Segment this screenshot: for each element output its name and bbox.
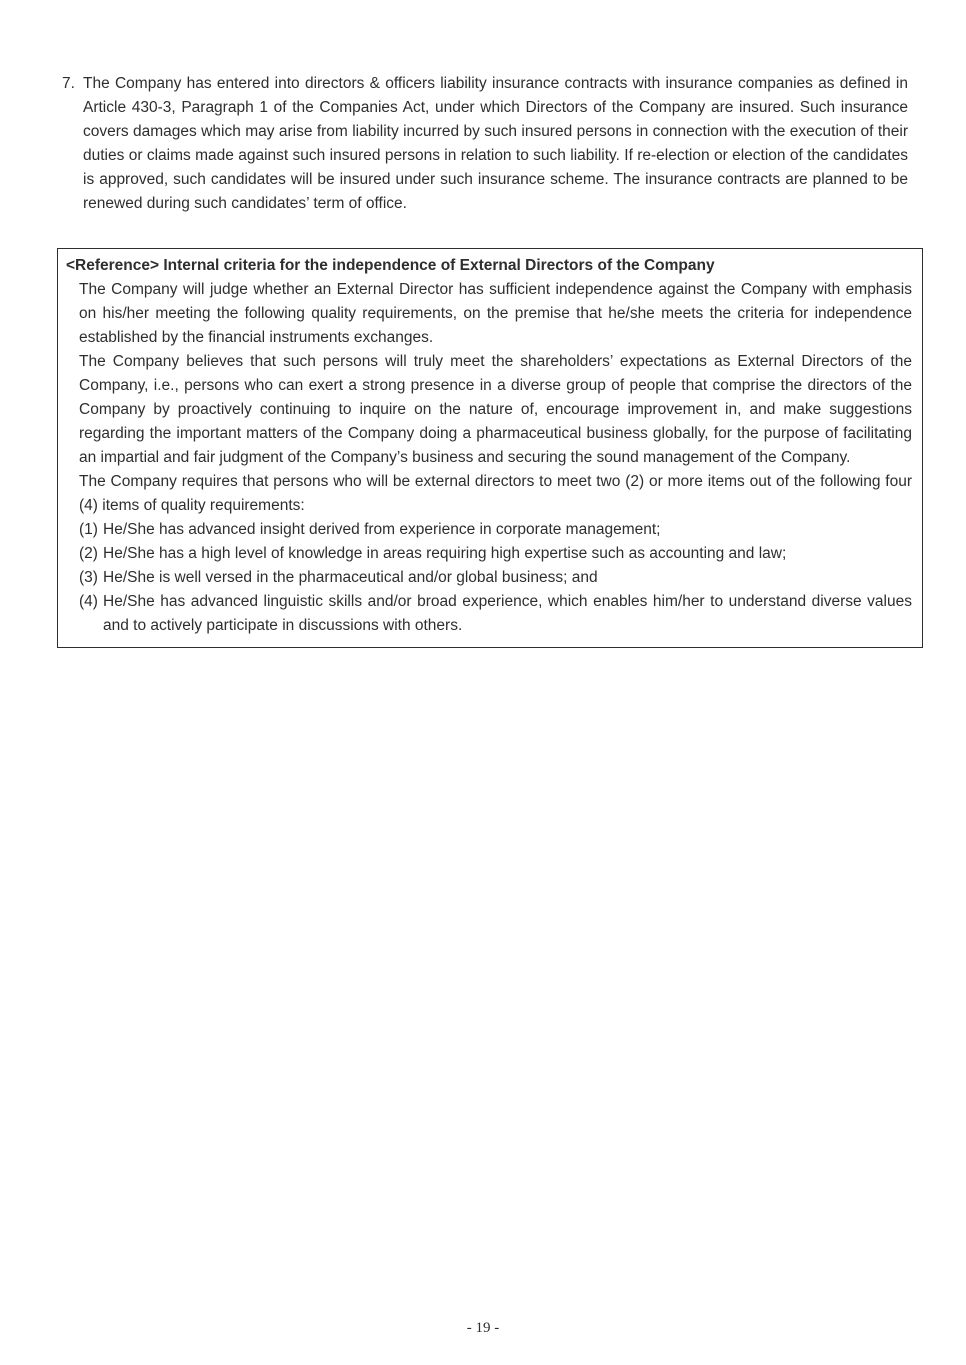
criteria-item-4	[79, 590, 912, 638]
criteria-item-4-marker: (4)	[79, 593, 98, 610]
criteria-item-1-text: He/She has advanced insight derived from experience in corporate management;	[103, 521, 661, 538]
paragraph-7-text: The Company has entered into directors & officers liability insurance contracts with insurance companies as defined in Article 430-3, Paragraph 1 of the Companies Act, under which Directors of the Company are insured. Such insurance covers damages which may arise from liability incurred by such insured persons in connection with the execution of their duties or claims made against such insured persons in relation to such liability. If re-election or election of the candidates is approved, such candidates will be insured under such insurance scheme. The insurance contracts are planned to be renewed during such candidates’ term of office.	[83, 75, 908, 212]
reference-paragraph-shareholder-expectations: The Company believes that such persons will truly meet the shareholders’ expectations as External Directors of the Company, i.e., persons who can exert a strong presence in a diverse group of people that comprise the directors of the Company by proactively continuing to inquire on the nature of, encourage improvement in, and make suggestions regarding the important matters of the Company doing a pharmaceutical business globally, for the purpose of facilitating an impartial and fair judgment of the Company’s business and securing the sound management of the Company.	[79, 353, 912, 466]
reference-box	[57, 248, 923, 648]
criteria-item-1-marker: (1)	[79, 521, 98, 538]
reference-paragraph-quality-requirements: The Company requires that persons who will be external directors to meet two (2) or more items out of the following four (4) items of quality requirements:	[79, 473, 912, 514]
reference-box-heading: <Reference> Internal criteria for the independence of External Directors of the Company	[66, 257, 715, 274]
criteria-item-4-text: He/She has advanced linguistic skills and/or broad experience, which enables him/her to understand diverse values and to actively participate in discussions with others.	[103, 593, 912, 634]
criteria-item-3-marker: (3)	[79, 569, 98, 586]
paragraph-7-number: 7.	[62, 75, 75, 92]
criteria-item-3-text: He/She is well versed in the pharmaceutical and/or global business; and	[103, 569, 598, 586]
page-number: - 19 -	[466, 1320, 500, 1336]
criteria-item-2-marker: (2)	[79, 545, 98, 562]
criteria-item-1	[79, 518, 912, 542]
criteria-item-2-text: He/She has a high level of knowledge in areas requiring high expertise such as accounting and law;	[103, 545, 787, 562]
criteria-item-3	[79, 566, 912, 590]
reference-paragraph-independence-judgment: The Company will judge whether an External Director has sufficient independence against the Company with emphasis on his/her meeting the following quality requirements, on the premise that he/she meets the criteria for independence established by the financial instruments exchanges.	[79, 281, 912, 346]
criteria-item-2	[79, 542, 912, 566]
paragraph-7	[62, 72, 908, 216]
